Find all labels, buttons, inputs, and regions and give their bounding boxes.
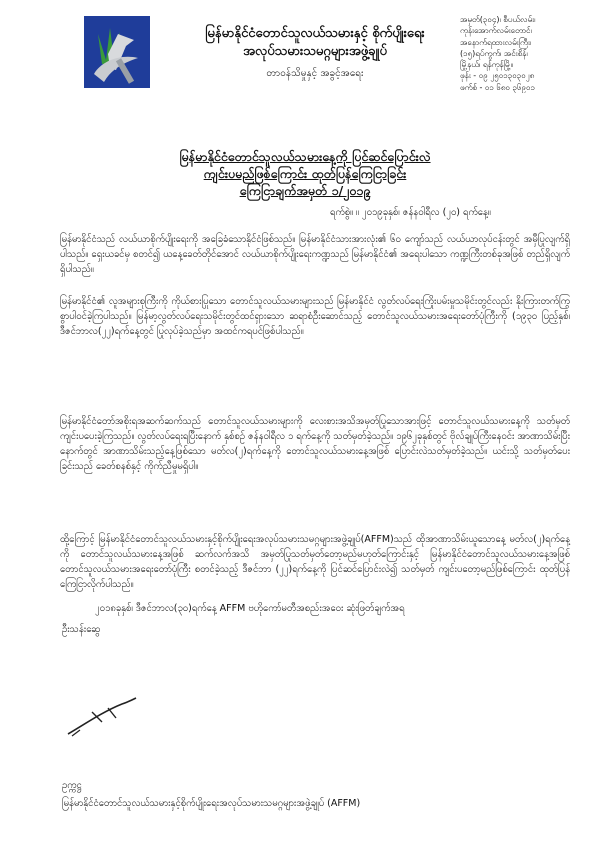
address-line: အမှတ်(၃၀၄)၊ စီပယ်လမ်း၊ xyxy=(460,15,536,24)
union-logo-icon xyxy=(82,14,152,90)
phone-line: ဖုန်း - ၀၉ ၂၅၀၁၃၀၃၀၂၈ xyxy=(460,71,535,81)
address-line: မြို့နယ်၊ ရန်ကုန်မြို့။ xyxy=(460,60,514,70)
announcement-title-line2: ကျင်းပမည်ဖြစ်ကြောင်း ထုတ်ပြန်ကြေငြာခြင်း xyxy=(203,166,407,181)
organization-name-line1: မြန်မာနိုင်ငံတောင်သူလယ်သမားနှင့် စိုက်ပျိုးရေး xyxy=(205,26,425,41)
address-line: အနောက်ရထားလမ်းကြီး၊ xyxy=(460,37,532,47)
signature-icon xyxy=(62,690,152,740)
fax-line: ဖက်စ် - ၀၁ ၆၈၀ ၃၆၉၀၁ xyxy=(460,82,536,92)
body-paragraph-3: မြန်မာနိုင်ငံတော်အစိုးရအဆက်ဆက်သည် တောင်သူလယ်သမားများကို လေးစားအသိအမှတ်ပြုသောအားဖြင့် တောင်သူလယ်သမားနေ့ကို သတ်မှတ်ကျင်းပပေးခဲ့ကြသည်။ လွတ်လပ်ရေးရပြီးနောက် နှစ်စဉ် ဇန်နဝါရီလ ၁ ရက်နေ့ကို သတ်မှတ်ခဲ့သည်။ ၁၉၆၂ခုနှစ်တွင် ဗိုလ်ချုပ်ကြီးနေဝင်း အာဏာသိမ်းပြီးနောက်တွင် အာဏာသိမ်းသည့်နေ့ဖြစ်သော မတ်လ(၂)ရက်နေ့ကို တောင်သူလယ်သမားနေ့အဖြစ် ပြောင်းလဲသတ်မှတ်ခဲ့သည်။ ယင်းသို့ သတ်မှတ်ပေးခြင်းသည် ခေတ်စနစ်နှင့် ကိုက်ညီမှုမရှိပါ။ xyxy=(60,416,570,472)
organization-motto: တာဝန်သိမှုနှင့် အခွင့်အရေး xyxy=(266,68,364,79)
announcement-title xyxy=(150,148,460,199)
footer-organization: မြန်မာနိုင်ငံတောင်သူလယ်သမားနှင့်စိုက်ပျိုးရေးအလုပ်သမားသမဂ္ဂများအဖွဲ့ချုပ် (AFFM) xyxy=(62,798,361,809)
organization-name xyxy=(170,25,460,61)
signer-title: ဥက္ကဋ္ဌ xyxy=(62,780,82,791)
body-paragraph-2: မြန်မာနိုင်ငံ၏ လူအများစုကြီးကို ကိုယ်စားပြုသော တောင်သူလယ်သမားများသည် မြန်မာနိုင်ငံ လွတ်လပ်ရေးကြိုးပမ်းမှုသမိုင်းတွင်လည်း နိုးကြားတက်ကြွစွာပါဝင်ခဲ့ကြပါသည်။ မြန်မာ့လွတ်လပ်ရေးသမိုင်းတွင်ထင်ရှားသော ဆရာစံဦးဆောင်သည့် တောင်သူလယ်သမားအရေးတော်ပုံကြီးကို (၁၉၃၀ ပြည့်နှစ်၊ ဒီဇင်ဘာလ(၂၂)ရက်နေ့တွင် ပြုလုပ်ခဲ့သည်မှာ အထင်ကရပင်ဖြစ်ပါသည်။ xyxy=(60,296,570,337)
signer-name: ဦးသန်းဆွေ xyxy=(62,624,101,635)
date-value: ။ ၂၀၁၉ခုနှစ်၊ ဇန်နဝါရီလ (၂၀) ရက်နေ့။ xyxy=(356,207,491,218)
date-line xyxy=(330,206,590,220)
organization-name-line2: အလုပ်သမားသမဂ္ဂများအဖွဲ့ချုပ် xyxy=(243,44,387,59)
body-paragraph-1: မြန်မာနိုင်ငံသည် လယ်ယာစိုက်ပျိုးရေးကို အခြေခံသောနိုင်ငံဖြစ်သည်။ မြန်မာနိုင်ငံသားအားလုံး၏ ၆၀ ကျော်သည် လယ်ယာလုပ်ငန်းတွင် အမှီပြုလျက်ရှိပါသည်။ ရှေးယခင်မှ စတင်၍ ယနေ့ခေတ်တိုင်အောင် လယ်ယာစိုက်ပျိုးရေးကဏ္ဍသည် မြန်မာနိုင်ငံ၏ အရေးပါသော ကဏ္ဍကြီးတစ်ခုအဖြစ် တည်ရှိလျက်ရှိပါသည်။ xyxy=(60,234,570,275)
body-paragraph-4: ထို့ကြောင့် မြန်မာနိုင်ငံတောင်သူလယ်သမားနှင့်စိုက်ပျိုးရေးအလုပ်သမားသမဂ္ဂများအဖွဲ့ချုပ်(AFFM)သည် ထိုအာဏာသိမ်းယူသောနေ့ မတ်လ(၂)ရက်နေ့ကို တောင်သူလယ်သမားနေ့အဖြစ် ဆက်လက်အသိ အမှတ်ပြုသတ်မှတ်တော့မည်မဟုတ်ကြောင်းနှင့် မြန်မာနိုင်ငံတောင်သူလယ်သမားနေ့အဖြစ် တောင်သူလယ်သမားအရေးတော်ပုံကြီး စတင်ခဲ့သည့် ဒီဇင်ဘာ (၂၂)ရက်နေ့ကို ပြင်ဆင်ပြောင်းလဲ၍ သတ်မှတ် ကျင်းပတော့မည်ဖြစ်ကြောင်း ထုတ်ပြန် ကြေငြာလိုက်ပါသည်။ xyxy=(60,534,570,590)
closing-line: ၂၀၁၈ခုနှစ်၊ ဒီဇင်ဘာလ(၃၀)ရက်နေ့ AFFM ဗဟိုကော်မတီအစည်းအဝေး ဆုံးဖြတ်ချက်အရ xyxy=(95,603,405,614)
address-line: ကုန်းအောက်လမ်းတောင်၊ xyxy=(460,26,532,36)
date-label: ရက်စွဲ။ xyxy=(330,207,353,218)
announcement-title-line1: မြန်မာနိုင်ငံတောင်သူလယ်သမားနေ့ကို ပြင်ဆင်ပြောင်းလဲ xyxy=(179,149,431,164)
address-line: (၁၅)ရပ်ကွက်၊ အင်းစိန်၊ xyxy=(460,48,528,58)
address-block xyxy=(460,14,590,93)
announcement-number: ကြေငြာချက်အမှတ် ၁/၂၀၁၉ xyxy=(239,183,371,198)
